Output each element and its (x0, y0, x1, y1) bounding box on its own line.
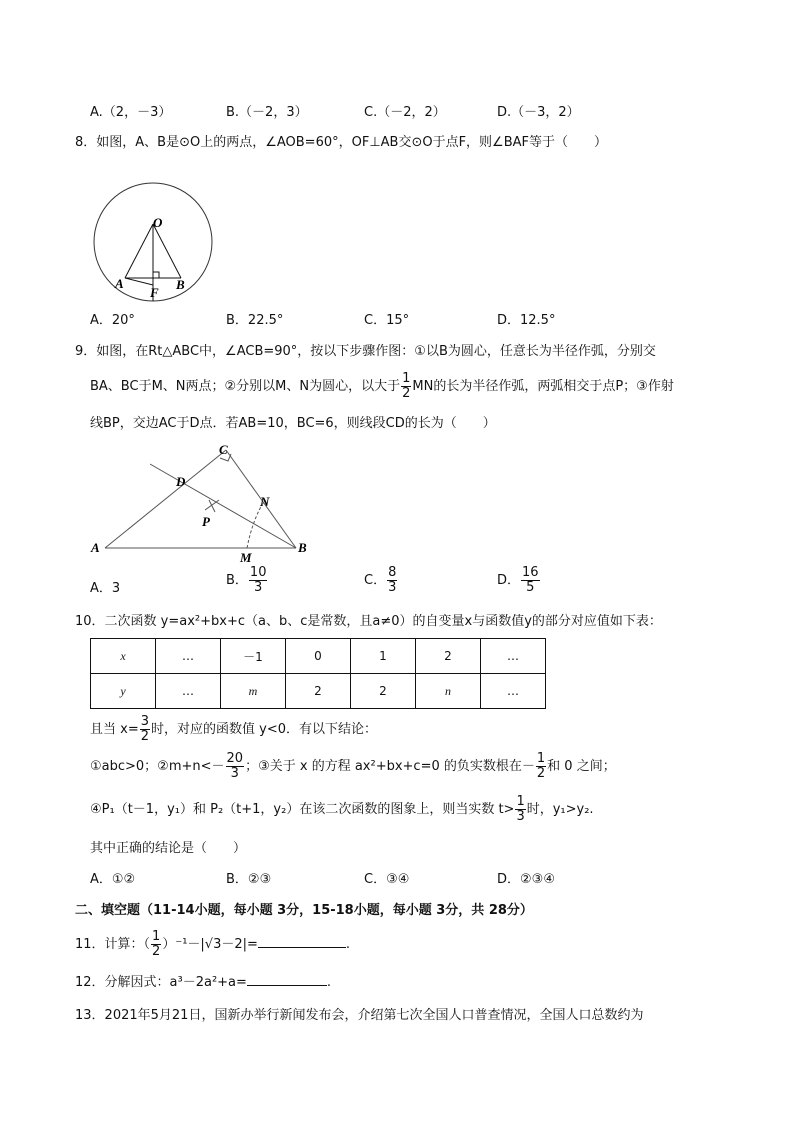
q10-condition (90, 715, 377, 745)
segment-ob (153, 224, 181, 278)
label-n: N (260, 494, 270, 509)
table-row (91, 639, 546, 674)
q8-option-c: C．15° (364, 313, 410, 328)
q8-option-b: B．22.5° (226, 313, 284, 328)
q10-stem: 10．二次函数 y=ax²+bx+c（a、b、c是常数，且a≠0）的自变量x与函数值y的部分对应值如下表： (75, 614, 662, 629)
label-f: F (150, 285, 159, 300)
text: ）⁻¹－|√3－2|= (162, 937, 258, 952)
table-cell: … (156, 639, 221, 674)
arc-intersection-p (205, 500, 219, 512)
numerator: 8 (388, 565, 397, 580)
q8-option-a: A．20° (90, 313, 135, 328)
table-cell: m (221, 674, 286, 709)
q9-line3: 线BP，交边AC于D点．若AB=10，BC=6，则线段CD的长为（ ） (90, 416, 496, 431)
numerator: 16 (522, 565, 539, 580)
section-2-heading: 二、填空题（11-14小题，每小题 3分，15-18小题，每小题 3分，共 28分） (75, 903, 533, 918)
text: 12．分解因式：a³－2a²+a= (75, 975, 247, 990)
table-cell: －1 (221, 639, 286, 674)
q9-triangle-figure (85, 438, 320, 566)
q9-line1: 9．如图，在Rt△ABC中，∠ACB=90°，按以下步骤作图：①以B为圆心，任意长为半径作弧，分别交 (75, 344, 656, 359)
q10-option-d: D．②③④ (497, 872, 555, 887)
label-m: M (240, 550, 252, 565)
segment-oa (125, 224, 153, 278)
numerator: 20 (226, 751, 244, 766)
denominator: 3 (388, 580, 397, 595)
label: D． (497, 573, 521, 588)
text: . (326, 975, 332, 990)
numerator: 1 (516, 794, 525, 809)
answer-blank[interactable] (258, 935, 346, 948)
denominator: 2 (140, 729, 149, 744)
q11 (75, 930, 350, 960)
q8-stem: 8．如图，A、B是⊙O上的两点，∠AOB=60°，OF⊥AB交⊙O于点F，则∠BAF等于（ ） (75, 135, 608, 150)
text: BA、BC于M、N两点；②分别以M、N为圆心，以大于 (90, 379, 401, 394)
q8-circle-figure (85, 175, 225, 310)
q10-conclusion-4 (90, 795, 594, 825)
segment-af (125, 278, 153, 285)
label-a: A (91, 540, 100, 555)
fraction (387, 566, 397, 595)
q10-ask: 其中正确的结论是（ ） (90, 841, 247, 856)
q7-option-d: D.（－3，2） (497, 105, 580, 120)
table-cell: 2 (286, 674, 351, 709)
text: 11．计算：（ (75, 937, 151, 952)
text: ④P₁（t－1，y₁）和 P₂（t+1，y₂）在该二次函数的图象上，则当实数 t> (90, 802, 515, 817)
q9-option-b (226, 566, 268, 596)
q10-conclusions-1-3 (90, 752, 616, 782)
text: ①abc>0；②m+n<－ (90, 759, 225, 774)
table-cell: … (481, 639, 546, 674)
text: MN的长为半径作弧，两弧相交于点P；③作射 (412, 379, 674, 394)
q7-option-b: B.（－2，3） (226, 105, 308, 120)
numerator: 3 (140, 714, 149, 729)
denominator: 3 (516, 809, 525, 824)
table-cell: 2 (351, 674, 416, 709)
q13: 13．2021年5月21日，国新办举行新闻发布会，介绍第七次全国人口普查情况，全国人口总数约为 (75, 1008, 644, 1023)
text: 时，y₁>y₂. (526, 802, 594, 817)
right-angle-mark (153, 272, 159, 278)
fraction (226, 752, 245, 781)
q10-value-table (90, 638, 546, 709)
text: 和 0 之间； (547, 759, 616, 774)
label: C． (364, 573, 387, 588)
q8-option-d: D．12.5° (497, 313, 556, 328)
table-cell: … (481, 674, 546, 709)
numerator: 1 (152, 929, 161, 944)
numerator: 10 (249, 565, 267, 580)
q7-option-a: A.（2，－3） (90, 105, 172, 120)
fraction (151, 930, 161, 959)
denominator: 5 (526, 580, 535, 595)
table-cell: 0 (286, 639, 351, 674)
text: ；③关于 x 的方程 ax²+bx+c=0 的负实数根在－ (245, 759, 535, 774)
segment-ac (105, 450, 226, 548)
q12 (75, 973, 331, 991)
text: 时，对应的函数值 y<0．有以下结论： (151, 722, 377, 737)
q9-option-d (497, 566, 541, 596)
numerator: 1 (402, 371, 411, 386)
denominator: 3 (230, 766, 239, 781)
table-cell: x (91, 639, 156, 674)
q10-option-c: C．③④ (364, 872, 410, 887)
q7-option-c: C.（－2，2） (364, 105, 446, 120)
fraction (515, 795, 525, 824)
q9-line2 (90, 372, 674, 402)
label: B． (226, 573, 248, 588)
table-cell: n (416, 674, 481, 709)
label-b: B (298, 540, 307, 555)
denominator: 3 (254, 580, 263, 595)
fraction (521, 566, 540, 595)
denominator: 2 (152, 944, 161, 959)
label-c: C (219, 442, 228, 457)
table-cell: 1 (351, 639, 416, 674)
denominator: 2 (536, 766, 546, 781)
q9-option-a: A．3 (90, 581, 121, 596)
text: 且当 x= (90, 722, 139, 737)
label-d: D (176, 474, 186, 489)
numerator: 1 (536, 751, 546, 766)
q9-option-c (364, 566, 398, 596)
label-p: P (202, 514, 210, 529)
fraction (140, 715, 150, 744)
answer-blank[interactable] (247, 973, 327, 986)
text: . (345, 937, 351, 952)
fraction (249, 566, 268, 595)
ray-bp (150, 464, 296, 548)
label-o: O (153, 215, 163, 230)
table-cell: 2 (416, 639, 481, 674)
fraction (401, 372, 411, 401)
fraction (536, 752, 546, 781)
q10-option-a: A．①② (90, 872, 136, 887)
label-a: A (115, 276, 124, 291)
table-row (91, 674, 546, 709)
table-cell: … (156, 674, 221, 709)
denominator: 2 (402, 386, 411, 401)
q10-option-b: B．②③ (226, 872, 272, 887)
table-cell: y (91, 674, 156, 709)
label-b: B (176, 277, 185, 292)
